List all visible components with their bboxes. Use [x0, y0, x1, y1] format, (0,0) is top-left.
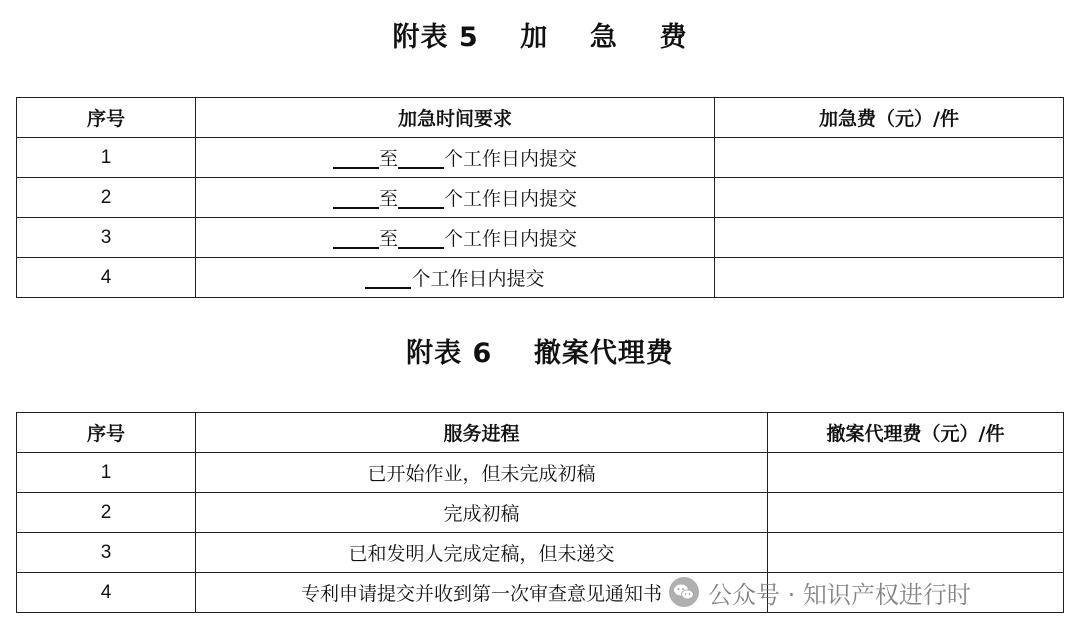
table-5-title: 附表 5 加 急 费: [392, 22, 688, 53]
table-header-row: [17, 413, 1064, 453]
column-header-service-progress: 服务进程: [196, 413, 768, 453]
expedite-time-cell: [196, 178, 715, 218]
table-row: [17, 258, 1064, 298]
fill-in-blank[interactable]: [398, 187, 444, 209]
withdrawal-fee-cell[interactable]: [768, 533, 1064, 573]
fill-in-blank[interactable]: [365, 267, 411, 289]
row-number: 3: [17, 533, 196, 573]
column-header-number: 序号: [17, 413, 196, 453]
watermark-text: 公众号 · 知识产权进行时: [708, 580, 971, 609]
expedite-time-cell: [196, 138, 715, 178]
watermark: [668, 572, 971, 612]
fill-in-blank[interactable]: [333, 187, 379, 209]
service-progress-cell: 专利申请提交并收到第一次审查意见通知书: [196, 573, 768, 613]
wechat-icon: [668, 576, 700, 608]
text-to: 至: [378, 228, 398, 250]
table-6-title: 附表 6 撤案代理费: [406, 338, 674, 369]
fill-in-blank[interactable]: [333, 147, 379, 169]
row-number: 1: [17, 453, 196, 493]
table-row: [17, 218, 1064, 258]
expedite-time-cell: [196, 218, 715, 258]
table-row: [17, 453, 1064, 493]
column-header-expedite-time: 加急时间要求: [196, 98, 715, 138]
table-row: [17, 178, 1064, 218]
table-row: [17, 533, 1064, 573]
service-progress-cell: 完成初稿: [196, 493, 768, 533]
fill-in-blank[interactable]: [333, 227, 379, 249]
expedite-time-cell: [196, 258, 715, 298]
fill-in-blank[interactable]: [398, 227, 444, 249]
row-number: 1: [17, 138, 196, 178]
table-header-row: [17, 98, 1064, 138]
fill-in-blank[interactable]: [398, 147, 444, 169]
row-number: 4: [17, 573, 196, 613]
expedite-fee-cell[interactable]: [715, 138, 1064, 178]
expedite-fee-cell[interactable]: [715, 258, 1064, 298]
row-number: 3: [17, 218, 196, 258]
text-to: 至: [378, 148, 398, 170]
service-progress-cell: 已开始作业，但未完成初稿: [196, 453, 768, 493]
expedite-fee-cell[interactable]: [715, 178, 1064, 218]
withdrawal-fee-cell[interactable]: [768, 453, 1064, 493]
column-header-withdrawal-fee: 撤案代理费（元）/件: [768, 413, 1064, 453]
service-progress-cell: 已和发明人完成定稿，但未递交: [196, 533, 768, 573]
table-row: [17, 493, 1064, 533]
text-workdays: 个工作日内提交: [411, 268, 545, 290]
expedite-fee-cell[interactable]: [715, 218, 1064, 258]
text-to: 至: [378, 188, 398, 210]
text-workdays: 个工作日内提交: [444, 228, 578, 250]
text-workdays: 个工作日内提交: [444, 148, 578, 170]
row-number: 4: [17, 258, 196, 298]
row-number: 2: [17, 178, 196, 218]
text-workdays: 个工作日内提交: [444, 188, 578, 210]
column-header-expedite-fee: 加急费（元）/件: [715, 98, 1064, 138]
row-number: 2: [17, 493, 196, 533]
table-row: [17, 138, 1064, 178]
column-header-number: 序号: [17, 98, 196, 138]
expedite-fee-table: [16, 97, 1064, 298]
withdrawal-fee-cell[interactable]: [768, 493, 1064, 533]
